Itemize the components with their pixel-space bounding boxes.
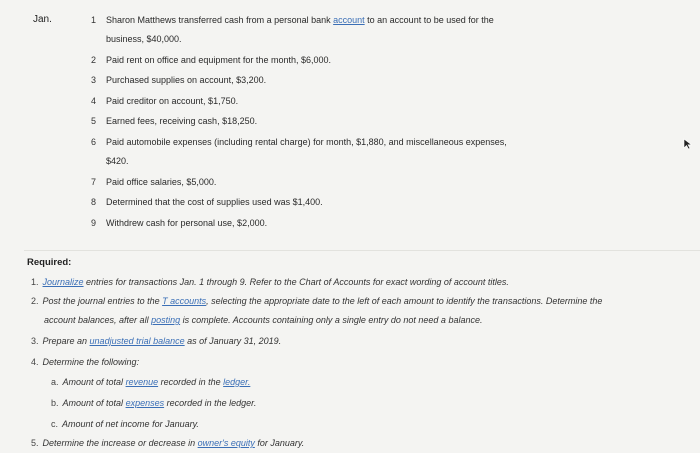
requirement-number: 3. — [31, 336, 39, 346]
transaction-text-part: Sharon Matthews transferred cash from a personal bank — [106, 15, 334, 25]
transaction-text: Paid office salaries, $5,000. — [106, 177, 217, 187]
transaction-text — [106, 15, 494, 25]
requirement-number: a. — [51, 377, 59, 387]
transaction-day: 3 — [90, 75, 96, 85]
transaction-text: Paid rent on office and equipment for the month, $6,000. — [106, 55, 331, 65]
requirement-text-part: for January. — [254, 438, 305, 448]
requirement-text-part: Determine the following: — [42, 357, 140, 367]
requirement-number: 2. — [31, 296, 39, 306]
section-divider — [24, 250, 700, 251]
requirement-text-part: Amount of total — [62, 398, 126, 408]
journalize-link[interactable]: Journalize — [42, 277, 84, 287]
unadjusted-trial-balance-link[interactable]: unadjusted trial balance — [89, 336, 185, 346]
transaction-text-continued: business, $40,000. — [106, 34, 182, 44]
requirement-number: c. — [51, 419, 59, 429]
requirement-item — [31, 438, 304, 448]
transaction-text: Withdrew cash for personal use, $2,000. — [106, 218, 268, 228]
transaction-day: 8 — [90, 197, 96, 207]
requirement-item — [31, 296, 602, 306]
transaction-day: 1 — [90, 15, 96, 25]
ledger-link[interactable]: ledger. — [223, 377, 251, 387]
requirement-text-part: Determine the increase or decrease in — [42, 438, 198, 448]
requirement-item — [31, 357, 139, 367]
requirement-subitem — [51, 419, 199, 429]
transaction-text: Paid automobile expenses (including rental charge) for month, $1,880, and miscellaneous expenses, — [106, 137, 507, 147]
requirement-text-part: Amount of total — [62, 377, 126, 387]
transaction-day: 2 — [90, 55, 96, 65]
posting-link[interactable]: posting — [151, 315, 181, 325]
transaction-text-part: to an account to be used for the — [364, 15, 494, 25]
requirement-number: b. — [51, 398, 59, 408]
requirement-item-continued — [44, 315, 482, 325]
requirement-subitem — [51, 377, 250, 387]
arrow-cursor-icon — [683, 137, 693, 155]
requirement-text-part: , selecting the appropriate date to the left of each amount to identify the transactions. Determine the — [206, 296, 603, 306]
requirement-number: 1. — [31, 277, 39, 287]
requirement-text-part: as of January 31, 2019. — [184, 336, 282, 346]
requirement-number: 4. — [31, 357, 39, 367]
account-link[interactable]: account — [333, 15, 365, 25]
requirement-text-part: entries for transactions Jan. 1 through 9. Refer to the Chart of Accounts for exact wording of account titles. — [83, 277, 509, 287]
transaction-day: 9 — [90, 218, 96, 228]
t-accounts-link[interactable]: T accounts — [162, 296, 207, 306]
transaction-text: Purchased supplies on account, $3,200. — [106, 75, 267, 85]
revenue-link[interactable]: revenue — [125, 377, 159, 387]
requirement-text-part: is complete. Accounts containing only a single entry do not need a balance. — [180, 315, 483, 325]
requirement-item — [31, 336, 281, 346]
transaction-text: Paid creditor on account, $1,750. — [106, 96, 239, 106]
transaction-text: Earned fees, receiving cash, $18,250. — [106, 116, 258, 126]
transaction-day: 7 — [90, 177, 96, 187]
month-label: Jan. — [33, 14, 52, 25]
requirement-text-part: Prepare an — [42, 336, 90, 346]
transaction-day: 5 — [90, 116, 96, 126]
expenses-link[interactable]: expenses — [125, 398, 165, 408]
required-heading: Required: — [27, 257, 72, 268]
requirement-subitem — [51, 398, 256, 408]
requirement-text-part: Amount of net income for January. — [62, 419, 199, 429]
transaction-text-continued: $420. — [106, 156, 129, 166]
requirement-item — [31, 277, 509, 287]
requirement-number: 5. — [31, 438, 39, 448]
requirement-text-part: recorded in the — [158, 377, 224, 387]
requirement-text-part: recorded in the ledger. — [164, 398, 257, 408]
transaction-day: 4 — [90, 96, 96, 106]
requirement-text-part: account balances, after all — [44, 315, 152, 325]
transaction-day: 6 — [90, 137, 96, 147]
owners-equity-link[interactable]: owner's equity — [197, 438, 255, 448]
requirement-text-part: Post the journal entries to the — [42, 296, 163, 306]
transaction-text: Determined that the cost of supplies used was $1,400. — [106, 197, 323, 207]
